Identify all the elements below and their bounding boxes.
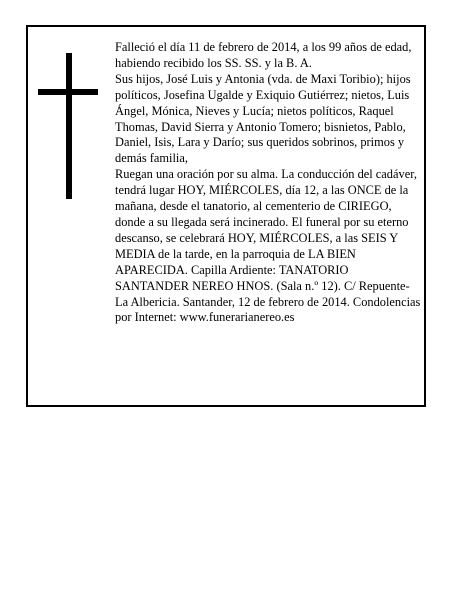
cross-horizontal-bar — [38, 89, 98, 95]
obituary-paragraph-family: Sus hijos, José Luis y Antonia (vda. de Maxi Toribio); hijos políticos, Josefina Ugalde y Exiquio Gutiérrez; nietos, Luis Ángel, Mónica, Nieves y Lucía; nietos políticos, Raquel Thomas, David Sierra y Antonio Tomero; bisnietos, Pablo, Daniel, Isis, Lara y Darío; sus queridos sobrinos, primos y demás familia, — [115, 71, 411, 166]
obituary-paragraph-arrangements: Ruegan una oración por su alma. La conducción del cadáver, tendrá lugar HOY, MIÉRCOLES, día 12, a las ONCE de la mañana, desde el tanatorio, al cementerio de CIRIEGO, donde a su llegada será incinerado. El funeral por su eterno descanso, se celebrará HOY, MIÉRCOLES, a las SEIS Y MEDIA de la tarde, en la parroquia de LA BIEN APARECIDA. Capilla Ardiente: TANATORIO SANTANDER NEREO HNOS. (Sala n.º 12). C/ Repuente-La Albericia. Santander, 12 de febrero de 2014. Condolencias por Internet: www.funerarianereo.es — [115, 167, 421, 325]
cross-vertical-bar — [66, 53, 72, 199]
obituary-text — [115, 40, 421, 326]
latin-cross-icon — [38, 53, 98, 199]
obituary-notice — [26, 25, 426, 407]
obituary-paragraph-announcement: Falleció el día 11 de febrero de 2014, a los 99 años de edad, habiendo recibido los SS. SS. y la B. A. — [115, 40, 412, 70]
